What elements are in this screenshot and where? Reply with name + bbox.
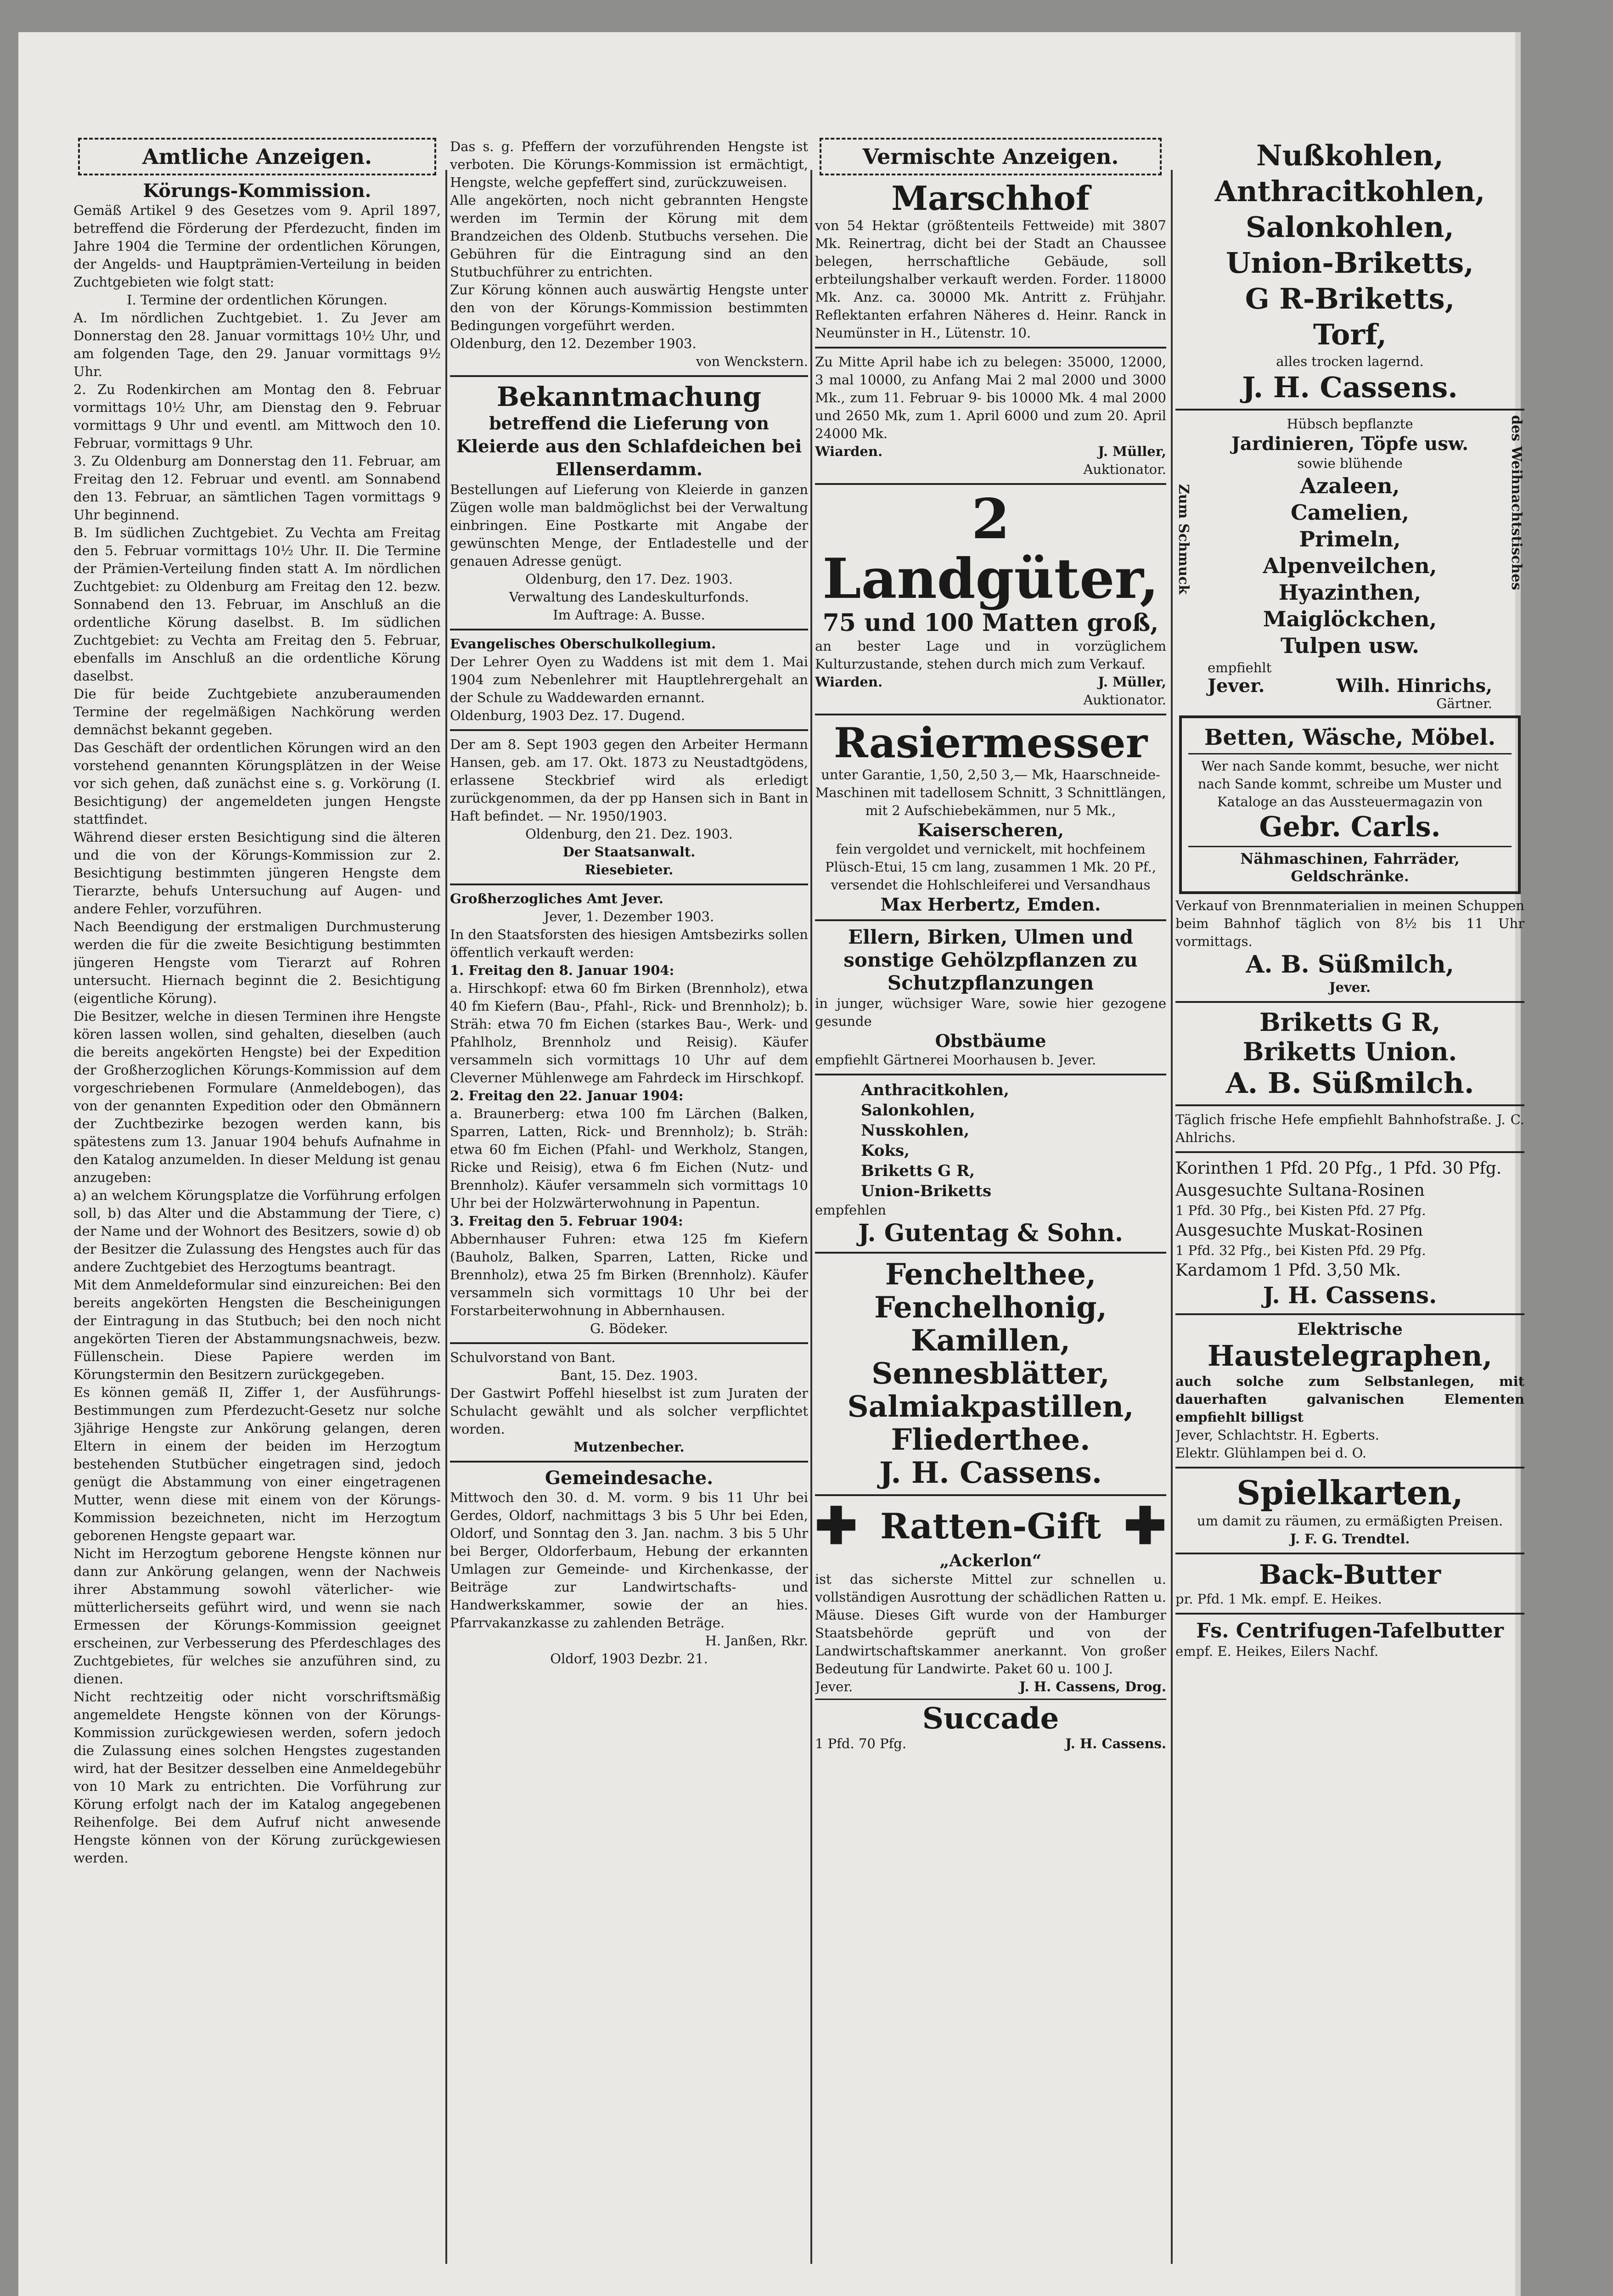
column-divider	[1171, 170, 1173, 2264]
article-paragraph: Alle angekörten, noch nicht gebrannten Hengste werden im Termin der Körung mit dem Brandzeichen des Oldenb. Stutbuchs versehen. Die Gebühren für die Eintragung sind an den Stutbuchführer zu entrichten.	[450, 192, 808, 280]
ad-title: Fs. Centrifugen-Tafelbutter	[1196, 1619, 1504, 1643]
ad-list-item: Union-Briketts,	[1226, 246, 1474, 280]
dateline: Oldenburg, den 17. Dez. 1903.	[525, 571, 733, 587]
ad-footer: Wiarden. J. Müller,	[815, 674, 1166, 690]
ad-text: Elektr. Glühlampen bei d. O.	[1175, 1445, 1366, 1461]
ad-title: Spielkarten,	[1236, 1473, 1463, 1512]
ad-text: in junger, wüchsiger Ware, sowie hier gezogene gesunde	[815, 996, 1166, 1029]
ad-title: Succade	[922, 1701, 1059, 1736]
signature: Der Staatsanwalt.	[562, 844, 696, 860]
ad-list-item: Salonkohlen,	[861, 1101, 975, 1120]
ad-title-row	[815, 1496, 1166, 1555]
price-line: Ausgesuchte Muskat-Rosinen	[1175, 1221, 1423, 1240]
column-divider	[810, 170, 812, 2264]
ad-text: pr. Pfd. 1 Mk. empf. E. Heikes.	[1175, 1591, 1382, 1607]
article-paragraph: A. Im nördlichen Zuchtgebiet. 1. Zu Jever am Donnerstag den 28. Januar vormittags 10½ Uhr, und am folgenden Tage, den 29. Januar vormittags 9½ Uhr.	[73, 310, 441, 379]
divider	[815, 714, 1166, 715]
article-paragraph: a. Braunerberg: etwa 100 fm Lärchen (Balken, Sparren, Latten, Rick- und Brennholz); b. Sträh: etwa 60 fm Eichen (Pfahl- und Werkholz, Stangen, Ricke und Reisig), etwa 6 fm Eichen (Nutz- und Brennholz). Käufer versammeln sich vormittags 10 Uhr bei der Holzwärterwohnung in Papentun.	[450, 1106, 808, 1211]
article-paragraph: Nicht rechtzeitig oder nicht vorschriftsmäßig angemeldete Hengste können von der Körungs-Kommission zurückgewiesen werden, sofern jedoch die Zulassung eines solchen Hengstes zugestanden wird, hat der Besitzer desselben eine Anmeldegebühr von 10 Mark zu entrichten. Die Vorführung zur Körung erfolgt nach der im Katalog angegebenen Reihenfolge. Bei dem Aufruf nicht anwesende Hengste können von der Körung zurückgewiesen werden.	[73, 1689, 441, 1866]
divider	[1175, 1001, 1524, 1003]
price-line: Korinthen 1 Pfd. 20 Pfg., 1 Pfd. 30 Pfg.	[1175, 1159, 1502, 1178]
column-two	[450, 138, 808, 1668]
divider	[815, 1699, 1166, 1700]
ad-signature: Gebr. Carls.	[1259, 811, 1441, 843]
ad-list-item: Azaleen,	[1300, 473, 1400, 498]
ad-text: sowie blühende	[1297, 456, 1403, 471]
ad-text: Wer nach Sande kommt, besuche, wer nicht nach Sande kommt, schreibe um Muster und Kataloge an das Aussteuermagazin von	[1197, 758, 1502, 810]
divider	[450, 884, 808, 885]
ad-signature: J. Gutentag & Sohn.	[858, 1219, 1124, 1247]
notice-heading: Großherzogliches Amt Jever.	[450, 891, 663, 906]
divider	[1175, 1313, 1524, 1315]
divider	[815, 1074, 1166, 1075]
ad-role: Auktionator.	[1083, 461, 1166, 477]
dateline: Oldorf, 1903 Dezbr. 21.	[550, 1651, 708, 1666]
column-amtliche-anzeigen	[73, 138, 441, 1867]
column-vermischte-anzeigen	[815, 138, 1166, 1753]
ad-signature: J. H. Cassens.	[879, 1456, 1102, 1490]
article-paragraph: Zur Körung können auch auswärtig Hengste unter den von der Körungs-Kommission bestimmten Bedingungen vorgeführt werden.	[450, 282, 808, 333]
ad-subtitle: 75 und 100 Matten groß,	[822, 609, 1159, 637]
article-paragraph: B. Im südlichen Zuchtgebiet. Zu Vechta am Freitag den 5. Februar vormittags 10½ Uhr. II. Die Termine der Prämien-Verteilung finden statt A. Im nördlichen Zuchtgebiet: zu Oldenburg am Freitag den 12. bezw. Sonnabend den 13. Februar, im Anschluß an die ordentliche Körung daselbst. B. Im südlichen Zuchtgebiet: zu Vechta am Freitag den 5. Februar, ebenfalls im Anschluß an die ordentliche Körung daselbst.	[73, 525, 441, 684]
ad-title: 2 Landgüter,	[822, 487, 1159, 611]
article-paragraph: Es können gemäß II, Ziffer 1, der Ausführungs-Bestimmungen zum Pferdezucht-Gesetz nur solche 3jährige Hengste zur Ankörung gelangen, deren Eltern in einem der beiden im Herzogtum bestehenden Stutbücher eingetragen sind, jedoch genügt die Abstammung von einer eingetragenen Mutter, wenn diese mit einem von der Körungs-Kommission bezeichneten, nicht im Herzogtum geborenen Hengste gepaart war.	[73, 1384, 441, 1543]
dateline: Oldenburg, 1903 Dez. 17. Dugend.	[450, 708, 686, 723]
ad-list-item: Hyazinthen,	[1278, 580, 1422, 605]
ad-list-item: Koks,	[861, 1142, 910, 1160]
announcement-title: Bekanntmachung	[496, 381, 762, 412]
ad-subtitle: „Ackerlon“	[939, 1551, 1042, 1570]
ad-list-item: Fenchelhonig,	[874, 1290, 1107, 1325]
divider	[1175, 1151, 1524, 1153]
flower-ad	[1175, 415, 1524, 713]
notice-heading: Gemeindesache.	[545, 1467, 714, 1489]
ad-text: Jever, Schlachtstr. H. Egberts.	[1175, 1427, 1379, 1443]
signature: von Wenckstern.	[696, 354, 808, 369]
divider	[1175, 1553, 1524, 1554]
ad-list-item: Kamillen,	[910, 1323, 1071, 1358]
article-paragraph: Die Besitzer, welche in diesen Terminen ihre Hengste kören lassen wollen, sind gehalten, dieselben (auch die bereits angekörten Hengste) bei der Expedition der Großherzoglichen Körungs-Kommission auf dem vorgeschriebenen Formulare (Anmeldebogen), das von der genannten Expedition oder den Obmännern der Zuchtbezirke bezogen werden kann, bis spätestens zum 13. Januar 1904 behufs Aufnahme in den Katalog anzumelden. In dieser Meldung ist genau anzugeben:	[73, 1008, 441, 1185]
divider	[1188, 846, 1512, 847]
divider	[1175, 1104, 1524, 1106]
ad-list-item: Union-Briketts	[861, 1182, 992, 1200]
ad-title: Ratten-Gift	[880, 1505, 1102, 1547]
ad-list-item: Sennesblätter,	[871, 1356, 1110, 1391]
ad-list-item: Briketts G R,	[861, 1162, 975, 1180]
ad-text: Verkauf von Brennmaterialien in meinen Schuppen beim Bahnhof täglich von 8½ bis 11 Uhr vormittags.	[1175, 898, 1524, 949]
ad-title: Back-Butter	[1259, 1559, 1441, 1590]
ad-signature: A. B. Süßmilch,	[1246, 951, 1454, 979]
ad-title: Betten, Wäsche, Möbel.	[1204, 725, 1496, 750]
divider	[1188, 753, 1512, 754]
article-paragraph: Während dieser ersten Besichtigung sind die älteren und die von der Körungs-Kommission zur 2. Besichtigung bestimmten jüngeren Hengste dem Tierarzte, behufs Untersuchung auf Augen- und andere Fehler, vorzuführen.	[73, 829, 441, 917]
ad-role: Gärtner.	[1436, 696, 1492, 711]
article-paragraph: Nicht im Herzogtum geborene Hengste können nur dann zur Ankörung gelangen, wenn der Nachweis ihrer Abstammung sowohl väterlicher- wie mütterlicherseits geführt wird, und wenn sie nach Ermessen der Körungs-Kommission geeignet erscheinen, zur Verbesserung des Pferdeschlages des Zuchtgebietes, für welches sie anzuführen sind, zu dienen.	[73, 1546, 441, 1687]
article-paragraph: 2. Zu Rodenkirchen am Montag den 8. Februar vormittags 10½ Uhr, am Dienstag den 9. Februar vormittags 9 Uhr und eventl. am Mittwoch den 10. Februar, vormittags 9 Uhr.	[73, 382, 441, 451]
divider	[450, 375, 808, 377]
ad-signature: J. H. Cassens.	[1263, 1282, 1437, 1309]
cross-icon: ✚	[815, 1496, 858, 1555]
article-paragraph: a) an welchem Körungsplatze die Vorführung erfolgen soll, b) das Alter und die Abstammung der Tiere, c) der Name und der Wohnort des Besitzers, sowie d) ob der Besitzer die Zulassung des Hengstes auch für das andere Zuchtgebiet des Herzogtums beantragt.	[73, 1187, 441, 1275]
ad-text: empfiehlt Gärtnerei Moorhausen b. Jever.	[815, 1052, 1096, 1068]
article-paragraph: Bestellungen auf Lieferung von Kleierde in ganzen Zügen wolle man baldmöglichst bei der Verwaltung einbringen. Eine Postkarte mit Angabe der gewünschten Menge, der Entladestelle und der genauen Adresse genügt.	[450, 482, 808, 569]
article-paragraph: Der Lehrer Oyen zu Waddens ist mit dem 1. Mai 1904 zum Nebenlehrer mit Hauptlehrergehalt an der Schule zu Waddewarden ernannt.	[450, 654, 808, 705]
article-paragraph: Gemäß Artikel 9 des Gesetzes vom 9. April 1897, betreffend die Förderung der Pferdezucht, finden im Jahre 1904 die Termine der ordentlichen Körungen, der Angelds- und Hauptprämien-Verteilung in beiden Zuchtgebieten wie folgt statt:	[73, 203, 441, 290]
signature: Verwaltung des Landeskulturfonds.	[509, 589, 749, 605]
article-paragraph: Das Geschäft der ordentlichen Körungen wird an den vorstehend genannten Körungsplätzen in der Weise vor sich gehen, daß zunächst eine s. g. Vorkörung (I. Besichtigung) der angemeldeten jungen Hengste stattfindet.	[73, 740, 441, 827]
ad-list-item: Tulpen usw.	[1280, 633, 1420, 658]
ad-place: Jever.	[1329, 979, 1371, 995]
dateline: Bant, 15. Dez. 1903.	[560, 1367, 698, 1383]
ad-sender: Max Herbertz, Emden.	[880, 894, 1101, 915]
side-label: des Weihnachtstisches	[1508, 415, 1524, 591]
section-header-amtliche: Amtliche Anzeigen.	[78, 138, 436, 175]
ad-list-item: Salmiakpastillen,	[847, 1390, 1134, 1424]
divider	[815, 347, 1166, 349]
divider	[1175, 1613, 1524, 1615]
divider	[450, 1342, 808, 1344]
ad-list-item: Camelien,	[1290, 500, 1410, 525]
announcement-subtitle: betreffend die Lieferung von Kleierde aus den Schlafdeichen bei Ellenserdamm.	[456, 413, 802, 479]
divider	[815, 483, 1166, 485]
ad-list-item: Briketts Union.	[1242, 1037, 1457, 1066]
ad-signature: J. F. G. Trendtel.	[1290, 1531, 1410, 1547]
article-paragraph: Der Gastwirt Poffehl hieselbst ist zum Juraten der Schulacht gewählt und als solcher verpflichtet worden.	[450, 1385, 808, 1437]
column-divider	[445, 170, 447, 2264]
ad-footer: Wiarden. J. Müller,	[815, 444, 1166, 459]
ad-text: Täglich frische Hefe empfiehlt Bahnhofstraße. J. C. Ahlrichs.	[1175, 1112, 1524, 1145]
ad-text: an bester Lage und in vorzüglichem Kulturzustande, stehen durch mich zum Verkauf.	[815, 638, 1166, 672]
price-line: Ausgesuchte Sultana-Rosinen	[1175, 1181, 1425, 1200]
ad-list-item: Alpenveilchen,	[1263, 553, 1437, 578]
ad-list-item: Fliederthee.	[891, 1423, 1090, 1457]
divider	[1175, 1467, 1524, 1469]
ad-text: alles trocken lagernd.	[1276, 354, 1424, 369]
ad-box-carls	[1179, 715, 1521, 894]
notice-heading: Evangelisches Oberschulkollegium.	[450, 636, 716, 652]
article-paragraph: 3. Zu Oldenburg am Donnerstag den 11. Februar, am Freitag den 12. Februar und eventl. am Sonnabend den 13. Februar, an sämtlichen Tagen vormittags 9 Uhr beginnend.	[73, 453, 441, 523]
price-line: 1 Pfd. 30 Pfg., bei Kisten Pfd. 27 Pfg.	[1175, 1203, 1426, 1218]
ad-text: empfiehlt	[1208, 660, 1272, 675]
ad-text: fein vergoldet und vernickelt, mit hochfeinem Plüsch-Etui, 15 cm lang, zusammen 1 Mk. 20 Pf., versendet die Hohlschleiferei und Versandhaus	[825, 841, 1156, 893]
article-paragraph: Mit dem Anmeldeformular sind einzureichen: Bei den bereits angekörten Hengsten die Bescheinigungen der Eintragung in das Stutbuch; bei den noch nicht angekörten Tieren der Abstammungsnachweis, bezw. Füllenschein. Diese Papiere werden im Körungstermin den Besitzern zurückgegeben.	[73, 1277, 441, 1382]
ad-text: Zu Mitte April habe ich zu belegen: 35000, 12000, 3 mal 10000, zu Anfang Mai 2 mal 2000 und 3000 Mk., zum 11. Februar 9- bis 10000 Mk. 4 mal 2000 und 2650 Mk, zum 1. April 6000 und zum 20. April 24000 Mk.	[815, 354, 1166, 441]
ad-footer: Jever. Wilh. Hinrichs,	[1208, 675, 1492, 697]
ad-text: um damit zu räumen, zu ermäßigten Preisen.	[1197, 1513, 1503, 1529]
ad-footer: 1 Pfd. 70 Pfg. J. H. Cassens.	[815, 1736, 1166, 1751]
subheading: 1. Freitag den 8. Januar 1904:	[450, 962, 674, 978]
ad-subtitle: Obstbäume	[935, 1030, 1046, 1051]
article-paragraph: a. Hirschkopf: etwa 60 fm Birken (Brennholz), etwa 40 fm Kiefern (Bau-, Pfahl-, Rick- und Brennholz); b. Sträh: etwa 70 fm Eichen (starkes Bau-, Werk- und Pfahlholz, Brennholz und Reisig). Käufer versammeln sich vormittags 10 Uhr auf dem Cleverner Mühlenwege am Fahrdeck im Hirschkopf.	[450, 980, 808, 1086]
article-title: Körungs-Kommission.	[143, 180, 371, 202]
ad-list-item: Briketts G R,	[1259, 1007, 1441, 1037]
signature: G. Bödeker.	[590, 1321, 668, 1336]
ad-subtitle: Nähmaschinen, Fahrräder, Geldschränke.	[1240, 850, 1460, 885]
divider	[815, 1494, 1166, 1496]
ad-text: empfehlen	[815, 1202, 886, 1218]
notice-heading: Schulvorstand von Bant.	[450, 1350, 616, 1365]
ad-list-item: Primeln,	[1299, 527, 1401, 551]
price-line: 1 Pfd. 32 Pfg., bei Kisten Pfd. 29 Pfg.	[1175, 1243, 1426, 1258]
divider	[450, 629, 808, 630]
ad-subtitle: Kaiserscheren,	[917, 820, 1064, 840]
article-paragraph: Die für beide Zuchtgebiete anzuberaumenden Termine der regelmäßigen Nachkörung werden demnächst bekannt gegeben.	[73, 686, 441, 737]
ad-list-item: Anthracitkohlen,	[861, 1081, 1009, 1099]
signature: Riesebieter.	[585, 862, 674, 878]
price-line: Kardamom 1 Pfd. 3,50 Mk.	[1175, 1261, 1401, 1280]
column-four	[1175, 138, 1524, 1660]
ad-footer: Jever. J. H. Cassens, Drog.	[815, 1679, 1166, 1694]
article-paragraph: Nach Beendigung der erstmaligen Durchmusterung werden die für die zweite Besichtigung bestimmten jüngeren Hengste vom Tierarzt auf Rohren untersucht. Hiernach beginnt die 2. Besichtigung (eigentliche Körung).	[73, 919, 441, 1006]
ad-title: Haustelegraphen,	[1207, 1339, 1493, 1373]
ad-title: Marschhof	[891, 179, 1090, 218]
ad-signature: J. H. Cassens.	[1242, 371, 1458, 404]
ad-list-item: Torf,	[1313, 318, 1387, 351]
subheading: 2. Freitag den 22. Januar 1904:	[450, 1088, 684, 1103]
ad-list-item: Salonkohlen,	[1246, 210, 1454, 244]
ad-subtitle: Jardinieren, Töpfe usw.	[1231, 433, 1469, 455]
ad-title: Ellern, Birken, Ulmen und sonstige Gehölzpflanzen zu Schutzpflanzungen	[843, 926, 1138, 994]
cross-icon: ✚	[1124, 1496, 1166, 1555]
divider	[815, 919, 1166, 921]
ad-list-item: Anthracitkohlen,	[1214, 174, 1485, 208]
article-paragraph: In den Staatsforsten des hiesigen Amtsbezirks sollen öffentlich verkauft werden:	[450, 927, 808, 960]
article-paragraph: Das s. g. Pfeffern der vorzuführenden Hengste ist verboten. Die Körungs-Kommission ist ermächtigt, Hengste, welche gepfeffert sind, zurückzuweisen.	[450, 139, 808, 190]
article-paragraph: Mittwoch den 30. d. M. vorm. 9 bis 11 Uhr bei Gerdes, Oldorf, nachmittags 3 bis 5 Uhr bei Eden, Oldorf, und Sonntag den 3. Jan. nachm. 3 bis 5 Uhr bei Berger, Oldorferbaum, Hebung der erkannten Umlagen zur Gemeinde- und Kirchenkasse, der Beiträge zur Landwirtschafts- und Handwerkskammer, sowie der an hies. Pfarrvakanzkasse zu zahlenden Beträge.	[450, 1490, 808, 1631]
dateline: Oldenburg, den 21. Dez. 1903.	[525, 826, 733, 842]
section-header-vermischte: Vermischte Anzeigen.	[820, 138, 1162, 175]
ad-list-item: G R-Briketts,	[1245, 282, 1455, 315]
article-paragraph: Abbernhauser Fuhren: etwa 125 fm Kiefern (Bauholz, Balken, Sparren, Latten, Ricke und Brennholz), etwa 25 fm Birken (Brennholz). Käufer versammeln sich vormittags 10 Uhr bei der Forstarbeiterwohnung in Abbernhausen.	[450, 1231, 808, 1318]
ad-text: ist das sicherste Mittel zur schnellen u. vollständigen Ausrottung der schädlichen Ratten u. Mäuse. Dieses Gift wurde von der Hamburger Staatsbehörde geprüft und von der Landwirtschaftskammer anerkannt. Von großer Bedeutung für Landwirte. Paket 60 u. 100 J.	[815, 1571, 1166, 1677]
ad-list-item: Nusskohlen,	[861, 1121, 970, 1140]
divider	[815, 1252, 1166, 1254]
ad-text: unter Garantie, 1,50, 2,50 3,— Mk, Haarschneide-Maschinen mit tadellosem Schnitt, 3 Schnittlängen, mit 2 Aufschiebekämmen, nur 5 Mk.,	[815, 767, 1166, 818]
signature: Im Auftrage: A. Busse.	[553, 607, 705, 623]
dateline: Jever, 1. Dezember 1903.	[544, 909, 714, 924]
ad-list-item: Nußkohlen,	[1256, 139, 1444, 172]
ad-text: von 54 Hektar (größtenteils Fettweide) mit 3807 Mk. Reinertrag, dicht bei der Stadt an Chaussee belegen, herrschaftliche Gebäude, soll erbteilungshalber verkauft werden. Forder. 118000 Mk. Anz. ca. 30000 Mk. Antritt z. Frühjahr. Reflektanten erfahren Näheres d. Heinr. Ranck in Neumünster in H., Lütenstr. 10.	[815, 218, 1166, 341]
ad-subtitle: Elektrische	[1297, 1320, 1403, 1339]
subheading: I. Termine der ordentlichen Körungen.	[127, 292, 388, 308]
side-label: Zum Schmuck	[1175, 484, 1191, 595]
ad-text: auch solche zum Selbstanlegen, mit dauerhaften galvanischen Elementen empfiehlt billigst	[1175, 1373, 1524, 1425]
signature: Mutzenbecher.	[573, 1439, 685, 1455]
ad-title: Rasiermesser	[833, 719, 1148, 767]
divider	[450, 1461, 808, 1463]
ad-role: Auktionator.	[1083, 692, 1166, 708]
ad-text: Hübsch bepflanzte	[1287, 416, 1413, 432]
newspaper-page	[18, 32, 1524, 2296]
ad-signature: A. B. Süßmilch.	[1225, 1066, 1474, 1100]
ad-list-item: Maiglöckchen,	[1263, 607, 1437, 631]
ad-text: empf. E. Heikes, Eilers Nachf.	[1175, 1643, 1379, 1659]
signature: H. Janßen, Rkr.	[705, 1633, 808, 1649]
subheading: 3. Freitag den 5. Februar 1904:	[450, 1213, 683, 1229]
divider	[1175, 409, 1524, 411]
divider	[450, 729, 808, 731]
article-paragraph: Der am 8. Sept 1903 gegen den Arbeiter Hermann Hansen, geb. am 17. Okt. 1873 zu Neustadtgödens, erlassene Steckbrief wird als erledigt zurückgenommen, da der pp Hansen sich in Bant in Haft befindet. — Nr. 1950/1903.	[450, 737, 808, 824]
ad-list-item: Fenchelthee,	[885, 1257, 1096, 1292]
dateline: Oldenburg, den 12. Dezember 1903.	[450, 336, 697, 351]
